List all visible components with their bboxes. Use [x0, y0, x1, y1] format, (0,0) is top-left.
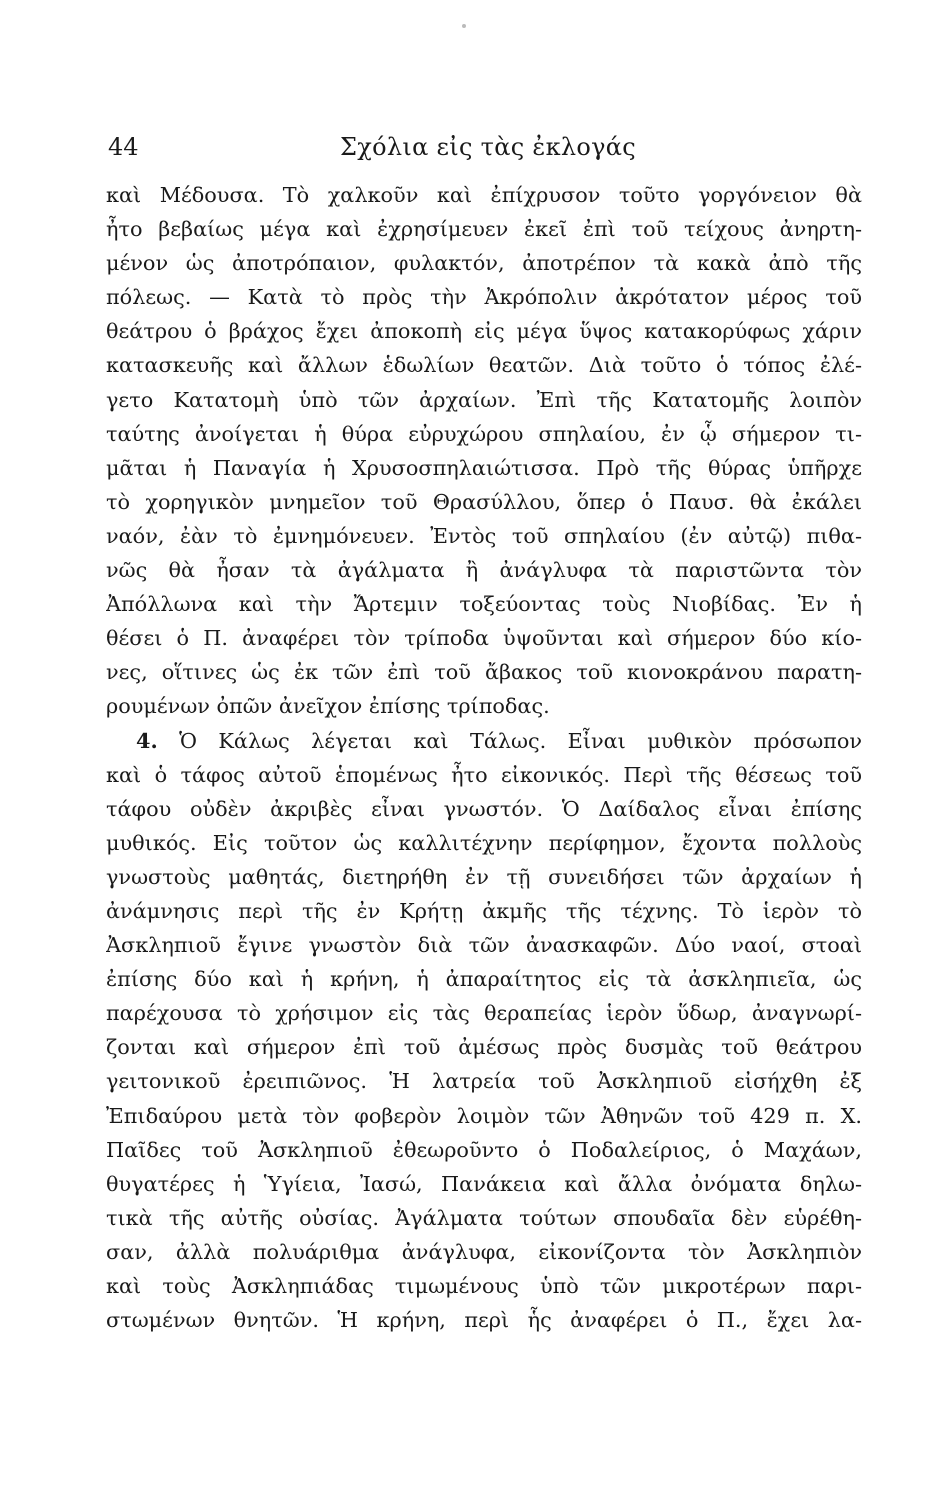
text-line: καὶ Μέδουσα. Τὸ χαλκοῦν καὶ ἐπίχρυσον τοῦτο γοργόνειον θὰ — [106, 183, 862, 207]
text-line: Ὁ Κάλως λέγεται καὶ Τάλως. Εἶναι μυθικὸν πρόσωπον — [179, 728, 862, 753]
text-line: τάφου οὐδὲν ἀκριβὲς εἶναι γνωστόν. Ὁ Δαίδαλος εἶναι ἐπίσης — [106, 796, 862, 821]
text-line: γνωστοὺς μαθητάς, διετηρήθη ἐν τῇ συνειδήσει τῶν ἀρχαίων ἡ — [106, 864, 862, 889]
text-line: καὶ τοὺς Ἀσκληπιάδας τιμωμένους ὑπὸ τῶν μικροτέρων παρι- — [106, 1274, 862, 1298]
text-line: θυγατέρες ἡ Ὑγίεια, Ἰασώ, Πανάκεια καὶ ἄλλα ὀνόματα δηλω- — [106, 1171, 862, 1196]
running-head — [108, 130, 868, 164]
text-line: γειτονικοῦ ἐρειπιῶνος. Ἡ λατρεία τοῦ Ἀσκληπιοῦ εἰσήχθη ἐξ — [106, 1069, 862, 1094]
text-line: Ἀσκληπιοῦ ἔγινε γνωστὸν διὰ τῶν ἀνασκαφῶν. Δύο ναοί, στοαὶ — [106, 933, 862, 958]
text-line: καὶ ὁ τάφος αὐτοῦ ἑπομένως ἦτο εἰκονικός. Περὶ τῆς θέσεως τοῦ — [106, 762, 862, 787]
text-line: τικὰ τῆς αὐτῆς οὐσίας. Ἀγάλματα τούτων σπουδαῖα δὲν εὑρέθη- — [106, 1205, 862, 1230]
text-line: στωμένων θνητῶν. Ἡ κρήνη, περὶ ἧς ἀναφέρει ὁ Π., ἔχει λα- — [106, 1308, 862, 1333]
speck — [462, 24, 466, 28]
text-line: σαν, ἀλλὰ πολυάριθμα ἀνάγλυφα, εἰκονίζοντα τὸν Ἀσκληπιὸν — [106, 1239, 862, 1264]
text-line: θεάτρου ὁ βράχος ἔχει ἀποκοπὴ εἰς μέγα ὕψος κατακορύφως χάριν — [106, 319, 862, 344]
text-line: ζονται καὶ σήμερον ἐπὶ τοῦ ἀμέσως πρὸς δυσμὰς τοῦ θεάτρου — [106, 1035, 862, 1060]
text-line: μένον ὡς ἀποτρόπαιον, φυλακτόν, ἀποτρέπον τὰ κακὰ ἀπὸ τῆς — [106, 251, 862, 276]
page-number: 44 — [108, 133, 139, 161]
marginal-number: 4. — [136, 727, 158, 753]
text-line: ταύτης ἀνοίγεται ἡ θύρα εὐρυχώρου σπηλαίου, ἐν ᾧ σήμερον τι- — [106, 421, 862, 446]
body-text — [106, 178, 862, 1337]
text-line: Παῖδες τοῦ Ἀσκληπιοῦ ἐθεωροῦντο ὁ Ποδαλείριος, ὁ Μαχάων, — [106, 1137, 862, 1162]
paragraph-start-line — [106, 724, 862, 758]
text-line: μυθικός. Εἰς τοῦτον ὡς καλλιτέχνην περίφημον, ἔχοντα πολλοὺς — [106, 830, 862, 855]
text-line: γετο Κατατομὴ ὑπὸ τῶν ἀρχαίων. Ἐπὶ τῆς Κατατομῆς λοιπὸν — [106, 387, 862, 412]
text-line: πόλεως. — Κατὰ τὸ πρὸς τὴν Ἀκρόπολιν ἀκρότατον μέρος τοῦ — [106, 285, 862, 310]
text-line: μᾶται ἡ Παναγία ἡ Χρυσοσπηλαιώτισσα. Πρὸ τῆς θύρας ὑπῆρχε — [106, 455, 862, 480]
text-line: ἀνάμνησις περὶ τῆς ἐν Κρήτῃ ἀκμῆς τῆς τέχνης. Τὸ ἱερὸν τὸ — [106, 898, 862, 923]
text-line: θέσει ὁ Π. ἀναφέρει τὸν τρίποδα ὑψοῦνται καὶ σήμερον δύο κίο- — [106, 626, 862, 651]
text-line: παρέχουσα τὸ χρήσιμον εἰς τὰς θεραπείας ἱερὸν ὕδωρ, ἀναγνωρί- — [106, 1001, 862, 1026]
running-title: Σχόλια εἰς τὰς ἐκλογάς — [340, 133, 637, 161]
text-line: ρουμένων ὀπῶν ἀνεῖχον ἐπίσης τρίποδας. — [106, 694, 550, 719]
text-line: νῶς θὰ ἦσαν τὰ ἀγάλματα ἢ ἀνάγλυφα τὰ παριστῶντα τὸν — [106, 558, 862, 583]
text-line: ἦτο βεβαίως μέγα καὶ ἐχρησίμευεν ἐκεῖ ἐπὶ τοῦ τείχους ἀνηρτη- — [106, 217, 862, 242]
text-line: Ἀπόλλωνα καὶ τὴν Ἄρτεμιν τοξεύοντας τοὺς Νιοβίδας. Ἐν ἡ — [106, 592, 862, 617]
text-line: Ἐπιδαύρου μετὰ τὸν φοβερὸν λοιμὸν τῶν Ἀθηνῶν τοῦ 429 π. Χ. — [106, 1103, 862, 1128]
text-line: ναόν, ἐὰν τὸ ἐμνημόνευεν. Ἐντὸς τοῦ σπηλαίου (ἐν αὐτῷ) πιθα- — [106, 523, 862, 548]
text-line: νες, οἵτινες ὡς ἐκ τῶν ἐπὶ τοῦ ἄβακος τοῦ κιονοκράνου παρατη- — [106, 660, 862, 685]
text-line: τὸ χορηγικὸν μνημεῖον τοῦ Θρασύλλου, ὅπερ ὁ Παυσ. θὰ ἐκάλει — [106, 489, 862, 514]
text-line: κατασκευῆς καὶ ἄλλων ἑδωλίων θεατῶν. Διὰ τοῦτο ὁ τόπος ἐλέ- — [106, 353, 862, 378]
text-line: ἐπίσης δύο καὶ ἡ κρήνη, ἡ ἀπαραίτητος εἰς τὰ ἀσκληπιεῖα, ὡς — [106, 967, 862, 992]
